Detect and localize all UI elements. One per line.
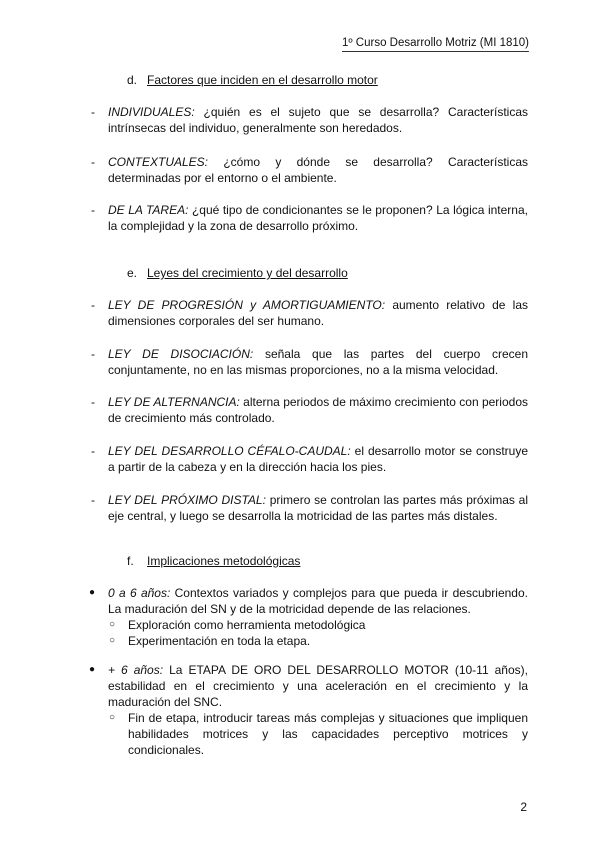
list-item-contextuales	[91, 154, 528, 186]
section-title: Leyes del crecimiento y del desarrollo	[147, 266, 348, 280]
item-term: 0 a 6 años:	[108, 586, 171, 600]
item-text: ¿cómo y dónde se desarrolla? Características determinadas por el entorno o el ambiente.	[108, 155, 528, 185]
section-title: Implicaciones metodológicas	[147, 554, 301, 568]
item-text: el desarrollo motor se construye a partir de la cabeza y en la dirección hacia los pies.	[108, 444, 529, 474]
section-letter: e.	[127, 266, 138, 280]
sub-item-text: Fin de etapa, introducir tareas más complejas y situaciones que impliquen habilidades motrices y las capacidades perceptivo motrices y condicionales.	[128, 711, 528, 757]
sub-item	[110, 633, 528, 649]
list-item-ley-progresion	[91, 297, 528, 329]
dash-marker: -	[91, 493, 95, 507]
dash-marker: -	[91, 444, 95, 458]
item-text: ¿quién es el sujeto que se desarrolla? Características intrínsecas del individuo, generalmente son heredados.	[108, 105, 528, 135]
sub-bullet-marker: ○	[109, 635, 116, 646]
item-term: LEY DE ALTERNANCIA:	[108, 395, 240, 409]
bullet-item-6-anos	[89, 662, 528, 758]
list-item-ley-alternancia	[91, 394, 528, 426]
section-letter: f.	[127, 554, 134, 568]
item-term: LEY DE DISOCIACIÓN:	[108, 347, 254, 361]
page-number: 2	[520, 800, 527, 814]
section-heading-f	[127, 553, 300, 569]
item-term: DE LA TAREA:	[108, 203, 189, 217]
item-term: + 6 años:	[108, 663, 164, 677]
list-item-ley-cefalo-caudal	[91, 443, 528, 475]
dash-marker: -	[91, 395, 95, 409]
list-item-ley-disociacion	[91, 346, 528, 378]
list-item-individuales	[91, 104, 528, 136]
page-header: 1º Curso Desarrollo Motriz (MI 1810)	[342, 36, 529, 52]
section-heading-e	[127, 265, 348, 281]
item-term: INDIVIDUALES:	[108, 105, 195, 119]
item-text: ¿qué tipo de condicionantes se le proponen? La lógica interna, la complejidad y la zona de desarrollo próximo.	[108, 203, 528, 233]
item-text: primero se controlan las partes más próximas al eje central, y luego se desarrolla la motricidad de las partes más distales.	[108, 493, 528, 523]
item-term: LEY DEL DESARROLLO CÉFALO-CAUDAL:	[108, 444, 351, 458]
section-letter: d.	[127, 73, 138, 87]
sub-item	[110, 617, 528, 633]
dash-marker: -	[91, 347, 95, 361]
sub-bullet-marker: ○	[109, 619, 116, 630]
sub-item	[110, 710, 528, 758]
item-text: Contextos variados y complejos para que pueda ir descubriendo. La maduración del SN y de la motricidad depende de las relaciones.	[108, 586, 528, 616]
bullet-marker: ●	[89, 587, 96, 598]
item-term: LEY DE PROGRESIÓN y AMORTIGUAMIENTO:	[108, 298, 386, 312]
list-item-de-la-tarea	[91, 202, 528, 234]
item-text: La ETAPA DE ORO DEL DESARROLLO MOTOR (10-11 años), estabilidad en el crecimiento y una aceleración en el crecimiento y la maduración del SNC.	[108, 663, 528, 709]
bullet-marker: ●	[89, 664, 96, 675]
item-term: CONTEXTUALES:	[108, 155, 209, 169]
dash-marker: -	[91, 203, 95, 217]
sub-item-text: Exploración como herramienta metodológica	[128, 618, 366, 632]
section-title: Factores que inciden en el desarrollo motor	[147, 73, 378, 87]
section-heading-d	[127, 72, 378, 88]
dash-marker: -	[91, 105, 95, 119]
item-text: alterna periodos de máximo crecimiento con periodos de crecimiento más controlado.	[108, 395, 528, 425]
bullet-item-0-6-anos	[89, 585, 528, 649]
sub-bullet-marker: ○	[109, 712, 116, 723]
list-item-ley-proximo-distal	[91, 492, 528, 524]
sub-item-text: Experimentación en toda la etapa.	[128, 634, 311, 648]
dash-marker: -	[91, 298, 95, 312]
item-term: LEY DEL PRÓXIMO DISTAL:	[108, 493, 266, 507]
dash-marker: -	[91, 155, 95, 169]
item-text: señala que las partes del cuerpo crecen conjuntamente, no en las mismas proporciones, no a la misma velocidad.	[108, 347, 528, 377]
item-text: aumento relativo de las dimensiones corporales del ser humano.	[108, 298, 529, 328]
